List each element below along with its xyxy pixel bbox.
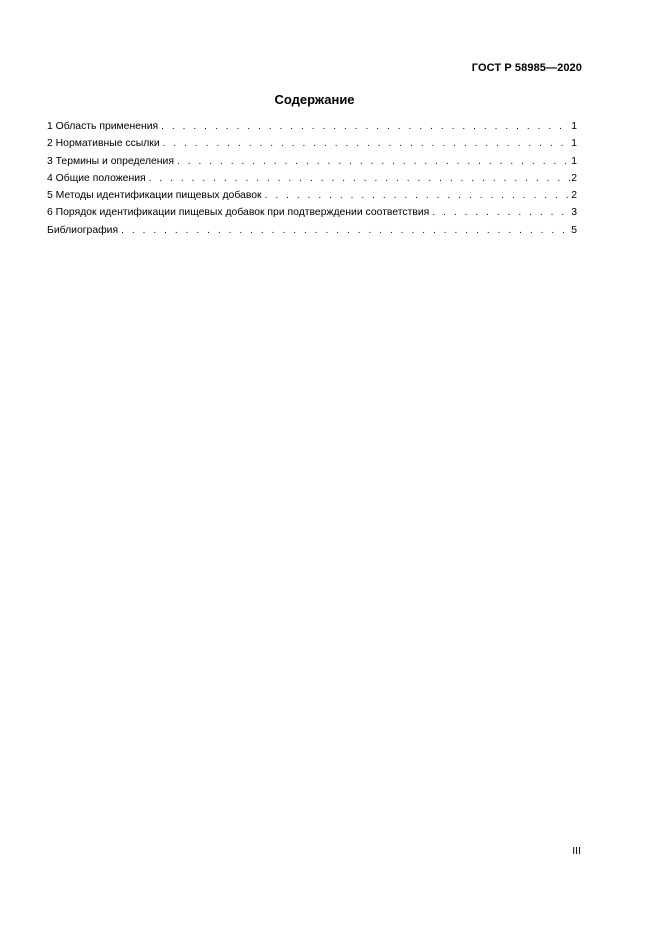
toc-leader-dots	[265, 189, 571, 203]
toc-entry-procedure[interactable]	[47, 206, 577, 223]
toc-entry-text: 3 Термины и определения	[47, 155, 174, 167]
toc-entry-text: Библиография	[47, 224, 119, 236]
toc-entry-page: 5	[571, 224, 577, 236]
toc-entry-page: 1	[571, 138, 577, 150]
page-number: III	[572, 845, 581, 857]
toc-entry-general[interactable]	[47, 172, 577, 189]
toc-entry-bibliography[interactable]	[47, 224, 577, 241]
toc-entry-page: 2	[571, 190, 577, 202]
toc-leader-dots	[432, 206, 570, 220]
toc-entry-page: 1	[571, 155, 577, 167]
toc-entry-page: 1	[571, 121, 577, 132]
toc-entry-text: 6 Порядок идентификации пищевых добавок при подтверждении соответствия	[47, 207, 430, 219]
document-code: ГОСТ Р 58985—2020	[471, 62, 582, 74]
table-of-contents	[47, 120, 577, 241]
toc-title: Содержание	[274, 92, 355, 107]
toc-entry-terms[interactable]	[47, 155, 577, 172]
toc-leader-dots	[149, 172, 571, 186]
toc-entry-normative-references[interactable]	[47, 137, 577, 154]
toc-leader-dots	[177, 155, 570, 169]
toc-leader-dots	[163, 137, 571, 151]
toc-entry-text: 2 Нормативные ссылки	[47, 138, 160, 150]
toc-leader-dots	[161, 120, 570, 134]
toc-leader-dots	[121, 224, 570, 238]
toc-entry-page: 3	[571, 207, 577, 219]
toc-entry-scope[interactable]	[47, 120, 577, 137]
toc-entry-methods[interactable]	[47, 189, 577, 206]
toc-entry-text: 1 Область применения	[47, 121, 159, 132]
toc-entry-text: 5 Методы идентификации пищевых добавок	[47, 190, 262, 202]
toc-entry-page: 2	[571, 172, 577, 184]
toc-entry-text: 4 Общие положения	[47, 172, 146, 184]
